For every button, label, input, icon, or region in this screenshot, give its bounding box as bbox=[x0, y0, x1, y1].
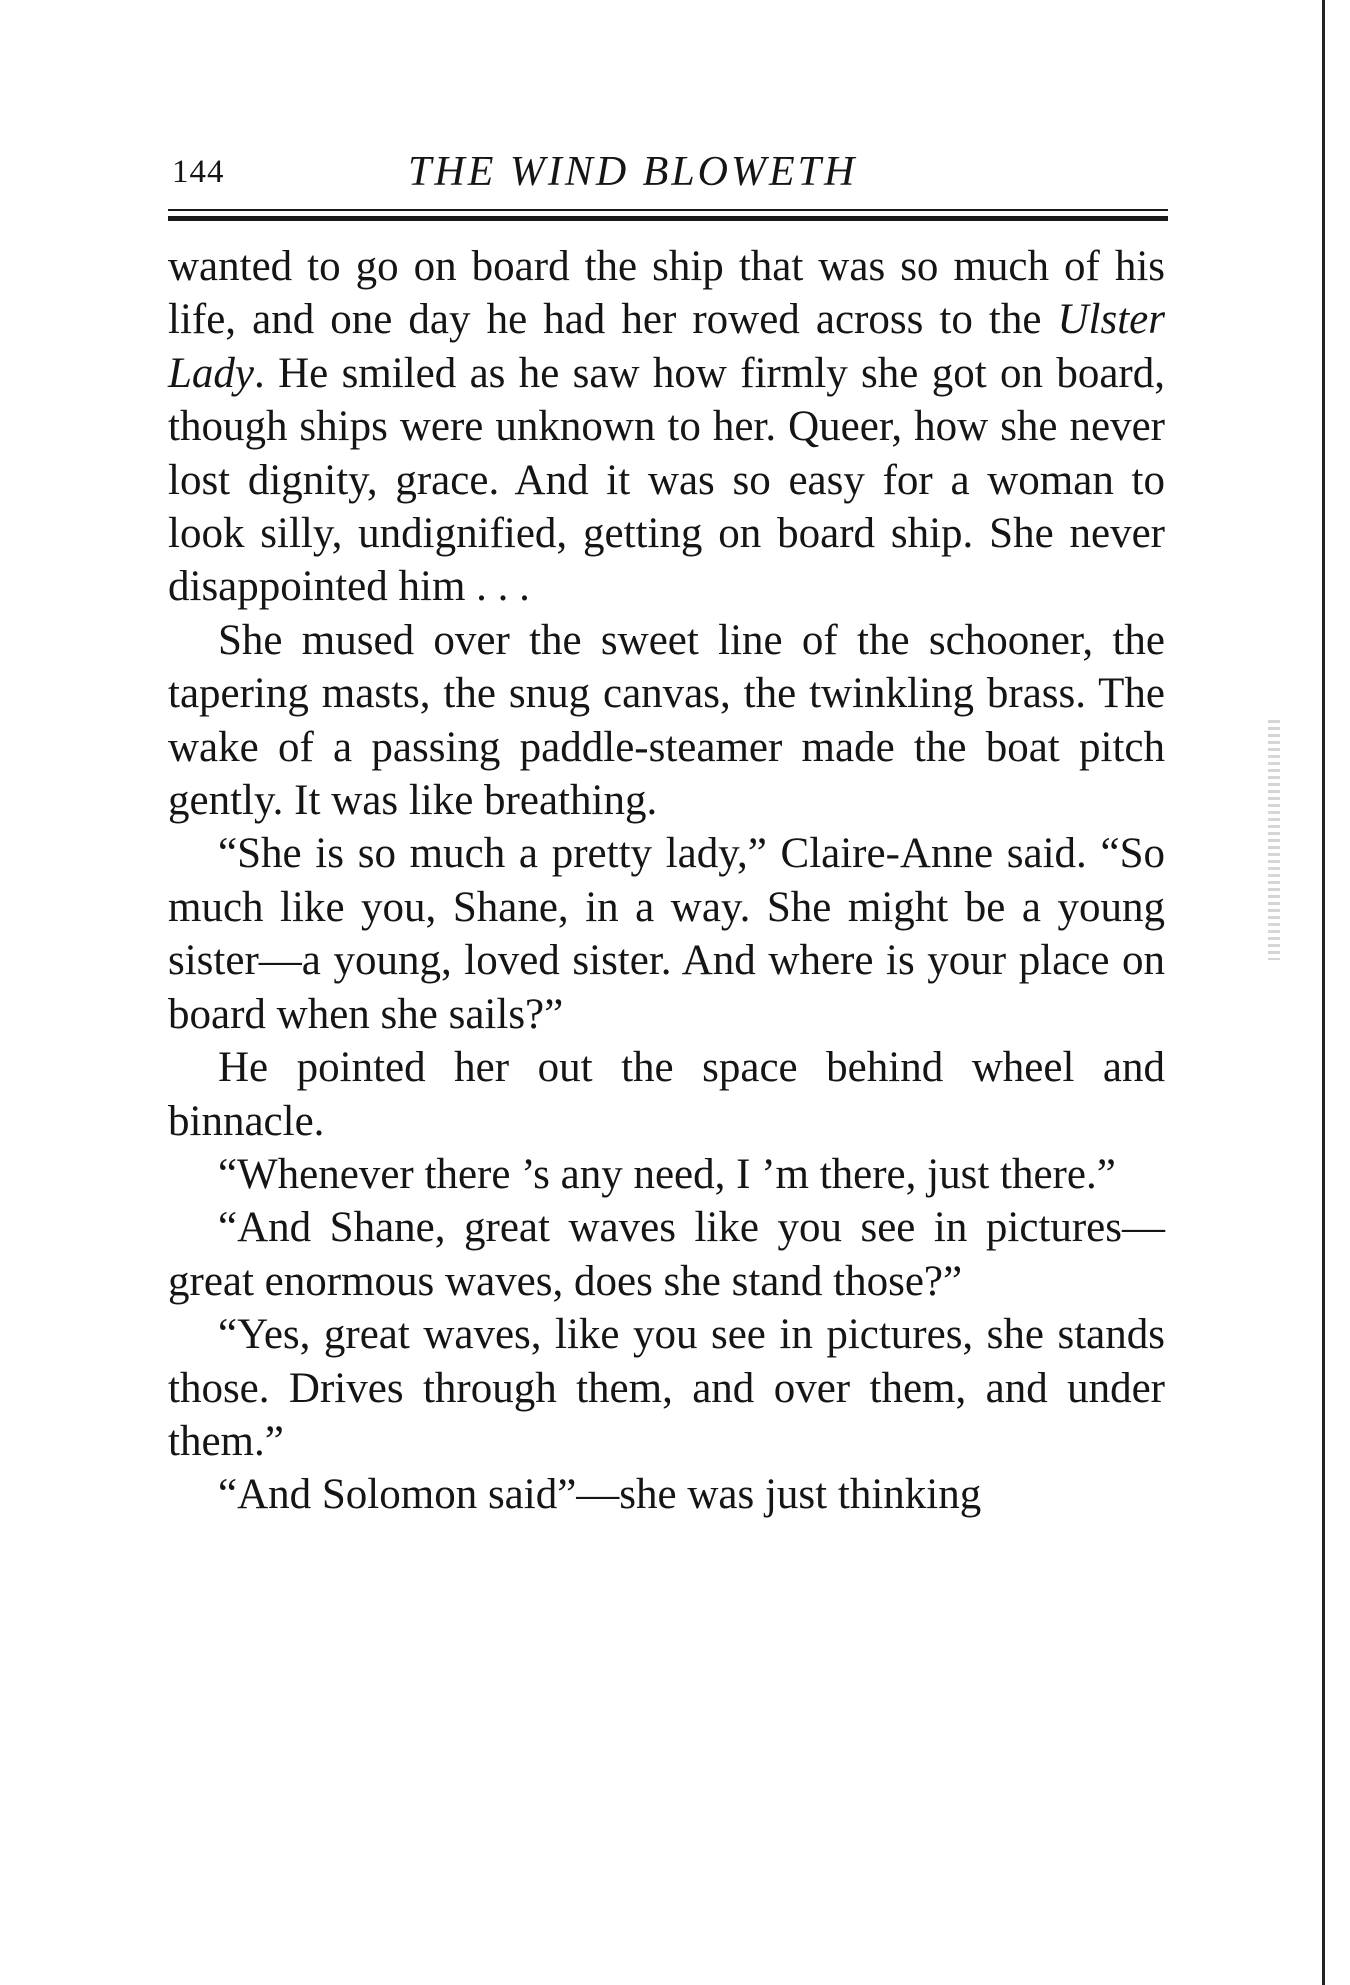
paragraph bbox=[168, 1468, 1165, 1521]
page-number: 144 bbox=[172, 154, 225, 190]
scan-edge-line bbox=[1322, 0, 1325, 1985]
header-rule-thin bbox=[168, 209, 1168, 211]
paragraph bbox=[168, 240, 1165, 614]
header-rule-thick bbox=[168, 216, 1168, 221]
text-run: . He smiled as he saw how firmly she got on board, though ships were unknown to her. Queer, how she never lost dignity, grace. And it was so easy for a woman to look silly, undignified, getting on board ship. She never disappointed him . . . bbox=[168, 349, 1165, 611]
text-run: “She is so much a pretty lady,” Claire-Anne said. “So much like you, Shane, in a way. She might be a young sister—a young, loved sister. And where is your place on board when she sails?” bbox=[168, 830, 1165, 1038]
paragraph bbox=[168, 1308, 1165, 1468]
page-header bbox=[168, 148, 1168, 206]
text-run: “Yes, great waves, like you see in pictures, she stands those. Drives through them, and over them, and under them.” bbox=[168, 1311, 1165, 1465]
body-text bbox=[168, 240, 1165, 1522]
paragraph bbox=[168, 1041, 1165, 1148]
text-run: wanted to go on board the ship that was so much of his life, and one day he had her rowed across to the bbox=[168, 243, 1165, 344]
running-title: THE WIND BLOWETH bbox=[408, 149, 858, 195]
text-run: “And Solomon said”—she was just thinking bbox=[218, 1471, 982, 1519]
text-run: He pointed her out the space behind wheel and binnacle. bbox=[168, 1044, 1165, 1145]
text-run: “Whenever there ’s any need, I ’m there, just there.” bbox=[218, 1150, 1116, 1198]
scan-smudge bbox=[1268, 720, 1280, 960]
ship-name-italic: Ulster Lady bbox=[168, 296, 1165, 397]
text-run: She mused over the sweet line of the schooner, the tapering masts, the snug canvas, the twinkling brass. The wake of a passing paddle-steamer made the boat pitch gently. It was like breathing. bbox=[168, 616, 1165, 825]
text-run: “And Shane, great waves like you see in pictures—great enormous waves, does she stand those?” bbox=[168, 1204, 1165, 1305]
paragraph bbox=[168, 1201, 1165, 1308]
paragraph bbox=[168, 827, 1165, 1041]
paragraph bbox=[168, 614, 1165, 828]
paragraph bbox=[168, 1148, 1165, 1201]
